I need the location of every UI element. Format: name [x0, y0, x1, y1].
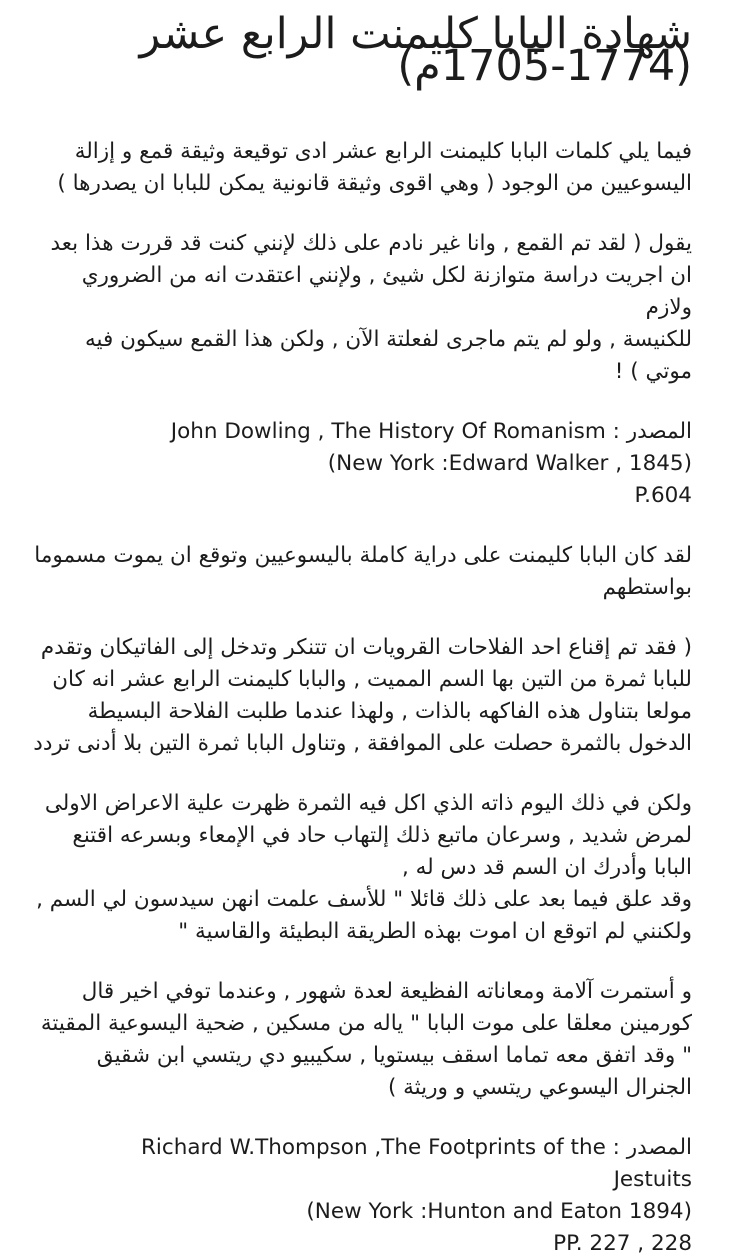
source-2-label: المصدر :: [612, 1135, 692, 1160]
source-citation-2: [30, 1132, 692, 1260]
source-1-line-2: [30, 448, 692, 480]
source-1-author-title: John Dowling , The History Of Romanism: [170, 419, 606, 444]
spacer: [30, 604, 692, 632]
paragraph-symptoms: ولكن في ذلك اليوم ذاته الذي اكل فيه الثمرة ظهرت علية الاعراض الاولى لمرض شديد , وسرعان ماتبع ذلك إلتهاب حاد في الإمعاء وبسرعه اقتنع البابا وأدرك ان السم قد دس له , وقد علق فيما بعد على ذلك قائلا " للأسف علمت انهن سيدسون لي السم , ولكنني لم اتوقع ان اموت بهذه الطريقة البطيئة والقاسية ": [36, 791, 692, 944]
source-2-line-1b: [30, 1164, 692, 1196]
source-2-line-1: [30, 1132, 692, 1164]
spacer: [30, 760, 692, 788]
paragraph-death: و أستمرت آلامة ومعاناته الفظيعة لعدة شهور , وعندما توفي اخير قال كورمينن معلقا على موت البابا " ياله من مسكين , ضحية اليسوعية المقيتة " وقد اتفق معه تماما اسقف بيستويا , سكيبيو دي ريتسي ابن شقيق الجنرال اليسوعي ريتسي و وريثة ): [40, 979, 692, 1100]
source-1-line-1: [30, 416, 692, 448]
source-citation-1: [30, 416, 692, 512]
paragraph-quote: يقول ( لقد تم القمع , وانا غير نادم على ذلك لإنني كنت قد قررت هذا بعد ان اجريت دراسة متوازنة لكل شيئ , ولإنني اعتقدت انه من الضروري ولازم للكنيسة , ولو لم يتم ماجرى لفعلتة الآن , ولكن هذا القمع سيكون فيه موتي ) !: [50, 231, 692, 384]
spacer: [30, 948, 692, 976]
spacer: [30, 200, 692, 228]
source-1-line-3: [30, 480, 692, 512]
spacer: [30, 512, 692, 540]
source-1-label: المصدر :: [612, 419, 692, 444]
source-2-title-continued: Jestuits: [613, 1167, 692, 1192]
source-2-author-title: Richard W.Thompson ,The Footprints of the: [140, 1135, 606, 1160]
paragraph-awareness: لقد كان البابا كليمنت على دراية كاملة باليسوعيين وتوقع ان يموت مسموما بواستطهم: [34, 543, 692, 600]
spacer: [30, 388, 692, 416]
source-1-publisher: (New York :Edward Walker , 1845): [327, 451, 692, 476]
source-2-pages: PP. 227 , 228: [553, 1231, 692, 1256]
paragraph-intro: فيما يلي كلمات البابا كليمنت الرابع عشر ادى توقيعة وثيقة قمع و إزالة اليسوعيين من الوجود ( وهي اقوى وثيقة قانونية يمكن للبابا ان يصدرها ): [57, 139, 692, 196]
page-title: شهادة البابا كليمنت الرابع عشر (1774-1705م): [139, 9, 692, 91]
source-2-line-3: [30, 1228, 692, 1260]
source-2-line-2: [30, 1196, 692, 1228]
source-1-page: P.604: [634, 483, 692, 508]
source-2-publisher: (New York :Hunton and Eaton 1894): [306, 1199, 692, 1224]
spacer: [30, 1104, 692, 1132]
paragraph-fig: ( فقد تم إقناع احد الفلاحات القرويات ان تتنكر وتدخل إلى الفاتيكان وتقدم للبابا ثمرة من التين بها السم المميت , والبابا كليمنت الرابع عشر انه كان مولعا بتناول هذه الفاكهه بالذات , ولهذا عندما طلبت الفلاحة البسيطة الدخول بالثمرة حصلت على الموافقة , وتناول البابا ثمرة التين بلا أدنى تردد: [33, 635, 692, 756]
